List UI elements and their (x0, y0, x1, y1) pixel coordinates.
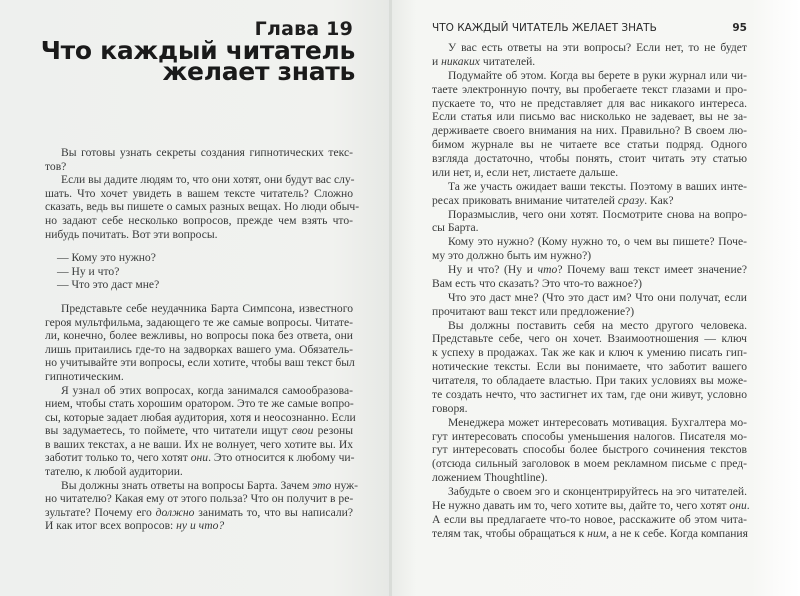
text-line (432, 55, 747, 69)
text-run: читателей. (479, 54, 536, 68)
paragraph (432, 319, 747, 416)
paragraph (45, 173, 360, 241)
text-run: , а не к себе. Когда компания (606, 526, 748, 540)
text-line: Та же участь ожидает ваши тексты. Поэтому в ваших инте- (448, 179, 747, 193)
text-run: . (746, 498, 750, 512)
text-line (45, 519, 353, 533)
text-line: но читателю? Какая ему от этого польза? Что он получит в ре- (45, 492, 354, 506)
italic-emphasis: никаких (441, 54, 480, 68)
text-line: прочитают ваш текст или предложение?) (432, 304, 635, 318)
paragraph (432, 41, 747, 69)
text-line (432, 263, 747, 277)
text-line: У вас есть ответы на эти вопросы? Если нет, то не будет (448, 41, 747, 54)
text-line: сы Барта. (432, 221, 479, 235)
italic-emphasis: свои (291, 424, 314, 438)
text-run: нуж- (331, 478, 358, 492)
text-line: (отсюда сильный заголовок в моем рекламном письме с пред- (432, 457, 747, 471)
text-line (45, 424, 353, 438)
text-run: телям так, чтобы обращаться к (432, 526, 588, 540)
paragraph (432, 416, 747, 485)
paragraph (432, 69, 747, 180)
text-line: таете электронную почту, вы пробегаете текст глазами и про- (432, 82, 747, 96)
text-line: читателя, то обладаете властью. При таких условиях вы може- (432, 374, 747, 387)
text-line: шать. Что хочет увидеть в вашем тексте читатель? Сложно (45, 186, 353, 200)
italic-emphasis: что (537, 263, 558, 276)
text-line: сказать, ведь вы пишете о самых разных вещах. Но люди обыч- (45, 200, 360, 214)
left-page-body (45, 146, 360, 533)
text-line (432, 498, 750, 513)
list-item (45, 251, 353, 265)
text-run: ресах приковать внимание читателей (432, 193, 618, 207)
text-line: Вы готовы узнать секреты создания гипнотических текс- (61, 146, 353, 159)
text-line: Кому это нужно? (Кому нужно то, о чем вы пишете? Поче- (448, 235, 747, 249)
text-line: но задают себе несколько вопросов, прежде чем взять что- (45, 213, 353, 227)
text-line: или нет, и, если нет, листаете дальше. (432, 165, 619, 179)
text-line: ложением Thoughtline). (432, 471, 548, 485)
paragraph (432, 208, 747, 236)
running-head-title: ЧТО КАЖДЫЙ ЧИТАТЕЛЬ ЖЕЛАЕТ ЗНАТЬ (432, 22, 657, 34)
text-run: И как итог всех вопросов: (45, 519, 177, 533)
text-line (45, 506, 353, 520)
text-line: Если статья или письмо вас нисколько не задевает, вы не за- (432, 110, 747, 124)
text-line: гипнотическим. (45, 369, 124, 383)
text-line: в ваших текстах, а не ваши. Их не волнует, чего хотите вы. Их (45, 437, 353, 451)
text-run: и (432, 54, 442, 68)
text-run: Ну и что? (Ну и (448, 263, 538, 276)
text-run: заботит только то, чего хотят (45, 451, 191, 465)
text-line: А если вы предлагаете что-то новое, расскажите об этом чита- (432, 512, 747, 526)
list-item (45, 278, 353, 292)
text-line: к успеху в продажах. Так же как и ключ к умению писать гип- (432, 346, 747, 360)
text-line (432, 194, 747, 208)
text-line: ли, конечно, более вежливы, но вопросы пока без ответа, они (45, 329, 353, 343)
left-page (0, 0, 391, 596)
text-line: сы, которые задает любая аудитория, хотя и неосознанно. Если (45, 410, 356, 424)
text-run: ? Почему ваш текст имеет значение? (557, 263, 747, 276)
text-run: . Как? (644, 193, 674, 207)
text-line: Вы должны поставить себя на место другого человека. (448, 318, 747, 332)
text-line (45, 451, 353, 465)
paragraph (432, 180, 747, 208)
text-line: гут интересовать способы более быстрого сочинения текстов (432, 443, 747, 457)
chapter-number: Глава 19 (254, 18, 353, 40)
text-line: нотические тексты. Если вы понимаете, что заботит вашего (432, 360, 747, 374)
text-run: Не нужно давать им то, чего хотите вы, дайте то, чего хотят (432, 498, 730, 512)
text-run: Вы должны знать ответы на вопросы Барта. Зачем (61, 478, 313, 492)
text-line: Поразмыслив, чего они хотят. Посмотрите снова на вопро- (448, 207, 747, 221)
paragraph (432, 291, 747, 319)
text-line: — Кому это нужно? (57, 251, 156, 265)
text-line: нием, чтобы стать хорошим оратором. Это те же самые вопро- (45, 397, 354, 411)
text-line: Я узнал об этих вопросах, когда занимался самообразова- (61, 383, 353, 397)
italic-emphasis: ним (587, 526, 607, 540)
text-line: пускаете то, что не представляет для вас никакого интереса. (432, 96, 747, 110)
text-line: — Что это даст мне? (57, 278, 160, 292)
text-line: но учитывайте эти вопросы, если хотите, чтобы ваш текст был (45, 356, 355, 370)
text-run: . Это относится к любому чи- (208, 451, 355, 465)
text-line: Подумайте об этом. Когда вы берете в руки журнал или чи- (448, 68, 747, 82)
italic-emphasis: это (312, 478, 332, 492)
text-line: Если вы дадите людям то, что они хотят, они будут вас слу- (61, 173, 355, 187)
italic-emphasis: сразу (617, 193, 645, 207)
paragraph (432, 263, 747, 291)
list-item (45, 265, 353, 279)
text-run: вы задумаетесь, то поймете, что читатели ищут (45, 424, 292, 438)
text-line: гут интересовать способы уменьшения налогов. Писателя мо- (432, 429, 747, 443)
paragraph (45, 302, 353, 384)
text-line: говоря. (432, 401, 468, 415)
text-line: му это должно быть им нужно?) (432, 249, 592, 263)
paragraph (45, 146, 353, 173)
paragraph (45, 478, 358, 533)
text-run: занимать то, что вы написали? (194, 505, 353, 519)
text-line (432, 527, 747, 541)
text-line: держиваете своего внимания на них. Правильно? В своем лю- (432, 124, 747, 138)
text-line: те создать нечто, что застигнет их там, где они живут, условно (432, 387, 747, 401)
text-line: бимом журнале вы не читаете все статьи подряд. Одного (432, 138, 747, 152)
chapter-title (40, 36, 355, 86)
italic-emphasis: должно (155, 505, 195, 519)
text-run: зультате? Почему его (45, 505, 156, 519)
page-number: 95 (732, 22, 747, 34)
running-head (432, 22, 747, 34)
text-line: Менеджера может интересовать мотивация. Бухгалтера мо- (448, 415, 747, 429)
text-line: нибудь почитать. Вот эти вопросы. (45, 227, 218, 241)
chapter-title-line: желает знать (162, 57, 355, 86)
text-line: тателю, к любой аудитории. (45, 465, 183, 479)
paragraph (432, 485, 750, 541)
text-line: Вам есть что сказать? Это что-то важное?) (432, 276, 643, 290)
italic-emphasis: они (729, 498, 747, 512)
italic-emphasis: ну и что? (176, 519, 225, 533)
text-line: Представьте себе неудачника Барта Симпсона, известного (61, 301, 353, 315)
text-line: взгляда достаточно, чтобы понять, стоит читать эту статью (432, 152, 747, 165)
paragraph (432, 235, 747, 263)
paragraph (45, 383, 356, 479)
text-run: резоны (313, 424, 353, 438)
text-line: Представьте себе, чего он хочет. Взаимоотношения — ключ (432, 332, 747, 346)
text-line: Что это даст мне? (Что это даст им? Что они получат, если (448, 290, 747, 304)
text-line: лишь притаились где-то на задворках вашего ума. Обязатель- (45, 342, 353, 356)
text-line: Забудьте о своем эго и сконцентрируйтесь на эго читателей. (448, 485, 747, 498)
right-page-body (432, 41, 750, 541)
italic-emphasis: они (190, 451, 209, 465)
chapter-title-line: Что каждый читатель (40, 36, 355, 65)
text-line (45, 478, 358, 493)
text-line: тов? (45, 159, 67, 173)
text-line: — Ну и что? (57, 264, 120, 278)
text-line: героя мультфильма, задающего те же самые вопросы. Читате- (45, 315, 353, 329)
right-page (392, 0, 800, 596)
